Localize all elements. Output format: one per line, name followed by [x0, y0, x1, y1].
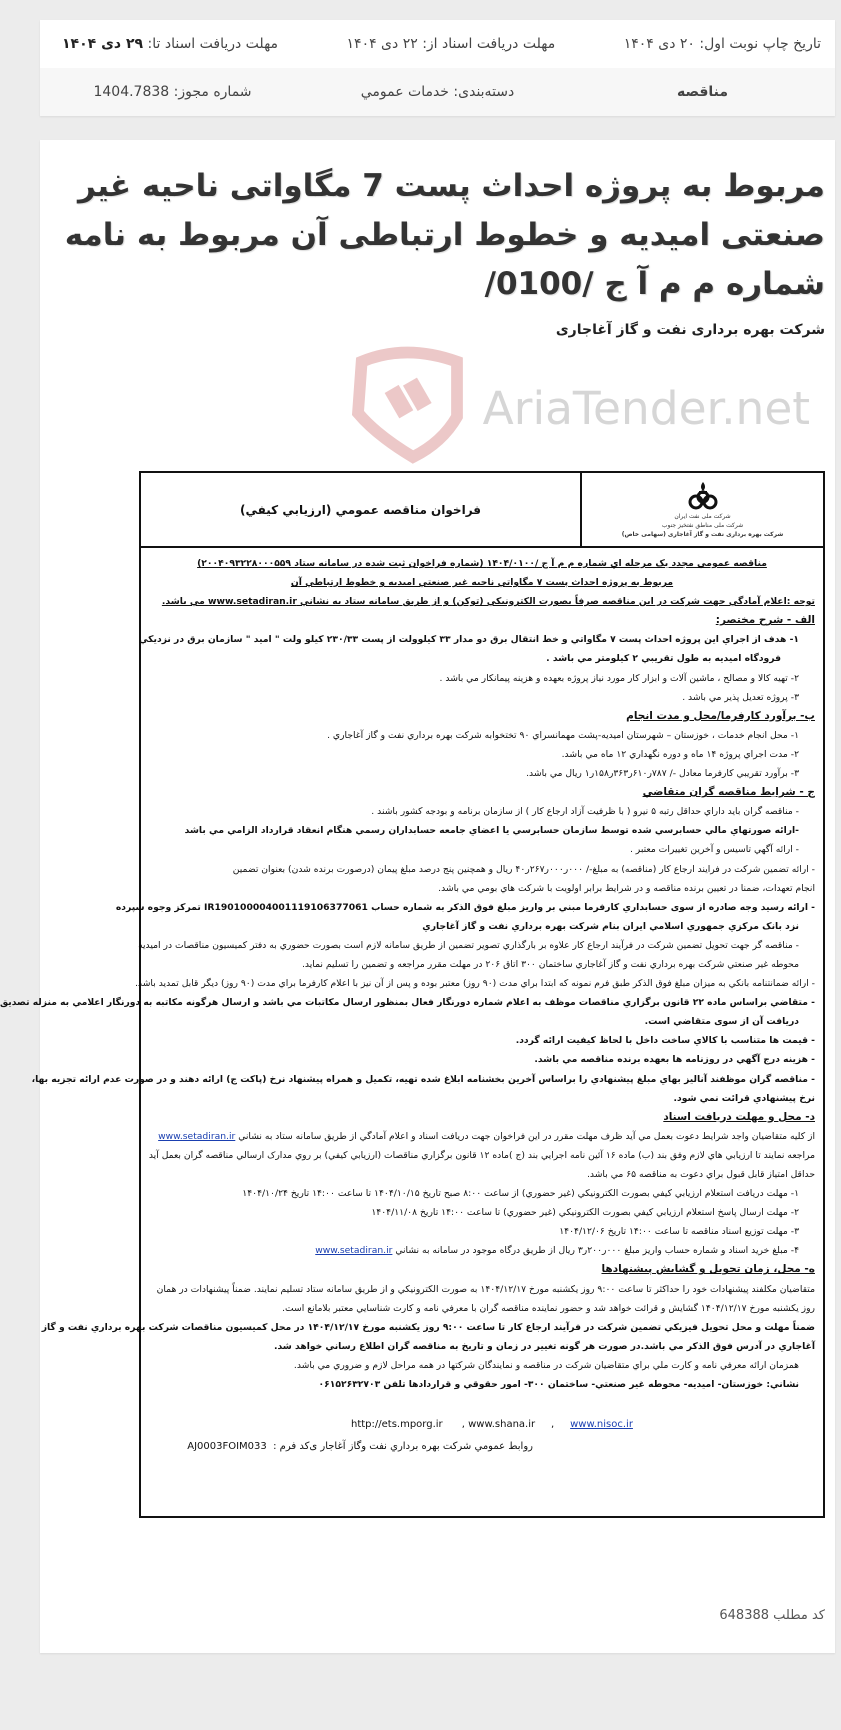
line-text: انجام تعهدات، ضمنا در تعيين برنده مناقصه و در شرايط برابر اولويت با شرکت هاي بومي مي باشد.: [438, 882, 815, 894]
line-text: نشاني: خوزستان- اميديه- محوطه غير صنعتي- ساختمان ۳۰۰- امور حقوقي و قراردادها تلفن ۰۶۱۵۲۶۳۲۷۰۳: [318, 1379, 799, 1391]
document-line: [149, 1089, 815, 1108]
document-line: [149, 840, 815, 859]
line-text: ب- برآورد کارفرما/محل و مدت انجام: [626, 709, 815, 722]
line-text: - مناقصه گران موظفند آناليز بهاي مبلغ پيشنهادي را براساس آخرين بخشنامه ابلاغ شده تهيه، تکميل و همراه پيشنهاد نرخ (پاکت ج) ارائه دهند و در صورت عدم ارائه تجزيه بها،: [31, 1073, 815, 1085]
line-text: همزمان ارائه معرفي نامه و کارت ملي براي متقاضيان شرکت در مناقصه و نمايندگان شرکتها در همه مراحل لازم و ضروري مي باشد.: [293, 1359, 799, 1371]
line-text: حداقل امتياز قابل قبول براي دعوت به مناقصه ۶۵ مي باشد.: [586, 1169, 815, 1180]
document-line: [149, 573, 815, 592]
document-line: [149, 1222, 815, 1241]
category[interactable]: دسته‌بندی: خدمات عمومي: [360, 84, 515, 100]
section-heading: [149, 783, 815, 802]
document-line: [149, 688, 815, 707]
line-text: -ارائه صورتهاي مالي حسابرسي شده توسط سازمان حسابرسي يا اعضاي جامعه حسابداران رسمي هنگام انعقاد قرارداد الزامي مي باشد: [184, 825, 799, 837]
form-code-label: کد فرم :: [273, 1441, 310, 1453]
company-name[interactable]: شرکت بهره برداری نفت و گاز آغاجاری: [555, 322, 825, 338]
document-line: [149, 1146, 815, 1165]
line-text: ۱- مهلت دريافت استعلام ارزيابي کيفي بصورت الکترونيکي (غير حضوري) از ساعت ۸:۰۰ صبح تاريخ ۱۴۰۴/۱۰/۱۵ تا ساعت ۱۴:۰۰ تاريخ ۱۴۰۴/۱۰/۲۴: [242, 1188, 799, 1200]
setadiran-link[interactable]: www.setadiran.ir: [315, 1245, 393, 1257]
line-text: ۱- محل انجام خدمات ، خوزستان – شهرستان اميديه-پشت مهمانسراي ۹۰ تختخوابه شرکت بهره برداري نفت و گاز آغاجاري .: [327, 729, 799, 741]
line-text: - متقاضي براساس ماده ۲۲ قانون برگزاري مناقصات موظف به اعلام شماره دورنگار فعال بمنظور ارسال مکاتبات مي باشد و ارسال هرگونه مکاتبه به دورنگار اعلامي به منزله تصديق: [0, 997, 815, 1009]
document-line: [149, 917, 815, 936]
receive-to-date: [62, 36, 278, 52]
nioc-flame-icon: [685, 480, 721, 512]
line-text: دريافت آن از سوی متقاضي است.: [644, 1016, 799, 1028]
line-text: متقاضيان مکلفند پيشنهادات خود را حداکثر تا ساعت ۹:۰۰ روز يکشنبه مورخ ۱۴۰۴/۱۲/۱۷ به صورت الکترونيکي و از طريق سامانه ستاد تسليم نمايند. ضمناً پيشنهادات در همان: [156, 1283, 815, 1295]
line-text: - ارائه ضمانتنامه بانکي به ميزان مبلغ فوق الذکر طبق فرم نمونه که ابتدا براي مدت (۹۰ روز) معتبر بوده و پس از آن نيز با اعلام کارفرما براي مدت (۹۰ روز) ديگر قابل تمديد باشد.: [134, 978, 815, 990]
section-heading: [149, 707, 815, 726]
section-heading: [149, 1260, 815, 1279]
separator: ,: [461, 1419, 465, 1431]
first-print-date: تاریخ چاپ نوبت اول: ۲۰ دی ۱۴۰۴: [623, 36, 821, 52]
line-text: فرودگاه اميديه به طول تقريبي ۲ کيلومتر مي باشد .: [546, 653, 781, 665]
document-line: [115, 898, 815, 917]
line-text: ۲- مدت اجراي پروژه ۱۴ ماه و دوره نگهداري ۱۲ ماه مي باشد.: [561, 748, 799, 760]
form-code: [187, 1438, 309, 1456]
document-line: [149, 1337, 815, 1356]
page-title: مربوط به پروژه احداث پست 7 مگاواتی ناحیه غیر صنعتی امیدیه و خطوط ارتباطی آن مربوط به نامه شماره م م آ ج /0100/: [64, 168, 825, 302]
document-line: [149, 1127, 815, 1146]
document-line: [149, 669, 815, 688]
document-title: فراخوان مناقصه عمومي (ارزيابي کيفي): [240, 502, 482, 517]
document-line: [149, 726, 815, 745]
footer-links: [141, 1416, 823, 1434]
document-line: [149, 764, 815, 783]
document-line: [149, 554, 815, 573]
public-relations: روابط عمومي شرکت بهره برداري نفت وگاز آغاجار ی: [309, 1441, 533, 1453]
setadiran-link[interactable]: www.setadiran.ir: [158, 1130, 236, 1142]
document-line: [149, 1280, 815, 1299]
dates-row: [40, 20, 835, 68]
line-text: - ارائه تضمين شرکت در فرايند ارجاع کار (مناقصه) به مبلغ-/ ۰۰۰ر۰۰۰ر۲۶۷ر۴۰ ريال و همچنين پنج درصد مبلغ پيمان (درصورت برنده شدن) بعنوان تضمين: [232, 863, 815, 875]
link-nisoc[interactable]: www.nisoc.ir: [570, 1419, 633, 1431]
document-line: [149, 1241, 815, 1260]
document-line: [149, 745, 815, 764]
line-text: د- محل و مهلت دريافت اسناد: [663, 1110, 815, 1123]
document-body: [0, 548, 823, 1394]
line-text: مناقصه عمومي مجدد يک مرحله اي شماره م م آ ج /۱۴۰۴/۰۱۰۰ (شماره فراخوان ثبت شده در سامانه ستاد ۲۰۰۴۰۹۳۲۲۸۰۰۰۵۵۹): [197, 558, 767, 569]
line-text: ۱- هدف از اجراي اين پروژه احداث پست ۷ مگاواتي و خط انتقال برق دو مدار ۳۳ کيلوولت از پست ۲۳۰/۳۳ کيلو ولت " اميد " سازمان برق در نزديکي: [138, 634, 799, 646]
line-text: نزد بانک مرکزي جمهوري اسلامي ايران بنام شرکت بهره برداري نفت و گاز آغاجاري: [422, 920, 799, 932]
section-heading: [149, 1108, 815, 1127]
line-text: - قيمت ها متناسب با کالاي ساخت داخل با لحاظ کيفيت ارائه گردد.: [515, 1035, 815, 1047]
line-text: - هزينه درج آگهي در روزنامه ها بعهده برنده مناقصه مي باشد.: [534, 1054, 815, 1066]
license-number: شماره مجوز: 1404.7838: [93, 84, 252, 100]
document-line: [149, 1050, 815, 1069]
line-text: ۳- برآورد تقريبي کارفرما معادل -/ ۷۸۷ر۶۱۰ر۳۶۳ر۱۵۸ر۱ ريال مي باشد.: [526, 768, 799, 780]
document-line: [149, 1375, 815, 1394]
line-text: - ارائه رسيد وجه صادره از سوی حسابداري کارفرما مبني بر واريز مبلغ فوق الذکر به شماره حساب IR190100004001119106377061 تمرکز وجوه سپرده: [115, 901, 815, 913]
document-line: [149, 1031, 815, 1050]
form-code-value: AJ0003FOIM033: [187, 1441, 267, 1453]
document-line: [149, 649, 815, 668]
link-shana[interactable]: www.shana.ir: [468, 1419, 536, 1431]
watermark-logo: [265, 347, 825, 457]
document-line: [149, 860, 815, 879]
line-text: از کليه متقاضيان واجد شرايط دعوت بعمل مي آيد ظرف مهلت مقرر در اين فراخوان جهت دريافت اسناد و اعلام آمادگي از طريق سامانه ستاد به نشاني www.setadiran.ir: [158, 1130, 815, 1142]
content-code: کد مطلب 648388: [719, 1608, 825, 1624]
document-line: [149, 821, 815, 840]
line-text: مراجعه نمايند تا ارزيابي هاي لازم وفق بند (ب) ماده ۱۶ آئين نامه اجرايي بند (ج )ماده ۱۲ قانون برگزاري مناقصات (ارزيابي کيفي) بر روي مدارک ارسالي مناقصه گران بعمل آيد: [148, 1149, 815, 1161]
line-text: نرخ پيشنهادي قرائت نمي شود.: [673, 1092, 815, 1104]
tender-detail-card: [0, 140, 835, 1653]
line-text: ۲- تهيه کالا و مصالح ، ماشين آلات و ابزار کار مورد نياز پروژه بعهده و هزينه پيمانکار مي باشد .: [439, 672, 799, 684]
separator: ,: [551, 1419, 555, 1431]
document-line: [149, 1012, 815, 1031]
document-line: [149, 955, 815, 974]
document-line: [149, 1203, 815, 1222]
line-text: - مناقصه گران بايد داراي حداقل رتبه ۵ نيرو ( با ظرفيت آزاد ارجاع کار ) از سازمان برنامه و بودجه کشور باشند .: [371, 806, 799, 818]
receive-to-label: مهلت دریافت اسناد تا:: [147, 36, 279, 52]
line-text: ۴- مبلغ خريد اسناد و شماره حساب واريز مبلغ ۰۰۰ر۲۰۰ر۳ ريال از طريق درگاه موجود در سامانه به نشاني www.setadiran.ir: [315, 1245, 799, 1257]
document-line: [41, 1318, 815, 1337]
line-text: - ارائه آگهي تاسيس و آخرين تغييرات معتبر .: [629, 844, 799, 856]
document-line: [149, 1165, 815, 1184]
line-text: ج - شرايط مناقصه گران متقاضي: [642, 786, 815, 799]
line-text: محوطه غير صنعتي شرکت بهره برداري نفت و گاز آغاجاري ساختمان ۳۰۰ اتاق ۲۰۶ در مهلت مقرر مراجعه و تضمين را تسليم نمايد.: [301, 958, 799, 970]
line-text: ضمناً مهلت و محل تحويل فيزيکي تضمين شرکت در فرآيند ارجاع کار تا ساعت ۹:۰۰ روز يکشنبه مورخ ۱۴۰۴/۱۲/۱۷ در محل کميسيون مناقصات شرکت بهره برداري نفت و گاز: [41, 1321, 815, 1333]
footer-row: [141, 1434, 823, 1456]
document-line: [138, 630, 815, 649]
line-text: ۳- پروژه تعديل پذير مي باشد .: [682, 691, 799, 703]
line-text: روز يکشنبه مورخ ۱۴۰۴/۱۲/۱۷ گشايش و قرائت خواهد شد و حضور نماينده مناقصه گران با معرفي نامه و کارت شناسايي معتبر بلامانع است.: [282, 1302, 815, 1314]
logo-line: شرکت ملی نفت ایران: [674, 513, 731, 520]
document-line: [31, 1070, 815, 1089]
document-footer: [141, 1394, 823, 1516]
line-text: ۲- مهلت ارسال پاسخ استعلام ارزيابي کيفي بصورت الکترونيکي (غير حضوري) تا ساعت ۱۴:۰۰ تاريخ ۱۴۰۴/۱۱/۰۸: [371, 1207, 799, 1219]
document-line: [149, 1184, 815, 1203]
document-line: [149, 879, 815, 898]
watermark-text: AriaTender.net: [482, 382, 811, 435]
document-line: [149, 1356, 815, 1375]
line-text: توجه :اعلام آمادگي جهت شرکت در اين مناقصه صرفاً بصورت الکترونيکي (توکن) و از طريق سامانه ستاد به نشاني www.setadiran.ir مي باشد.: [161, 596, 815, 608]
tender-info-card: [40, 20, 835, 116]
logo-line: شرکت بهره برداری نفت و گاز آغاجاری (سهامی خاص): [621, 531, 784, 538]
meta-row: [40, 68, 835, 116]
line-text: آغاجاري در آدرس فوق الذکر مي باشد.در صورت هر گونه تغيير در زمان و تاريخ به مناقصه گران اطلاع رساني خواهد شد.: [273, 1340, 815, 1352]
line-text: الف - شرح مختصر:: [715, 614, 815, 627]
document-line: [0, 993, 815, 1012]
receive-from-date: مهلت دریافت اسناد از: ۲۲ دی ۱۴۰۴: [346, 36, 556, 52]
document-line: [138, 936, 815, 955]
section-heading: [149, 611, 815, 630]
nioc-logo: [580, 473, 823, 546]
document-line: [149, 592, 815, 611]
receive-to-value: ۲۹ دی ۱۴۰۴: [62, 36, 144, 52]
document-line: [149, 802, 815, 821]
link-mporg[interactable]: http://ets.mporg.ir: [351, 1419, 443, 1431]
line-text: ه- محل، زمان تحويل و گشايش پيشنهادها: [601, 1263, 815, 1276]
document-line: [134, 974, 815, 993]
logo-line: شرکت ملی مناطق نفتخیز جنوب: [661, 522, 744, 529]
document-line: [149, 1299, 815, 1318]
line-text: مربوط به پروژه احداث پست ۷ مگاواتي ناحيه غير صنعتي اميديه و خطوط ارتباطي آن: [290, 577, 674, 589]
tender-type: مناقصه: [676, 84, 729, 100]
document-header: [141, 473, 823, 548]
line-text: - مناقصه گر جهت تحويل تضمين شرکت در فرآيند ارجاع کار علاوه بر بارگذاري تصوير تضمين از طريق سامانه لازم است بصورت حضوري به دفتر کميسيون مناقصات در اميديه: [138, 939, 799, 951]
line-text: ۳- مهلت توزيع اسناد مناقصه تا ساعت ۱۴:۰۰ تاريخ ۱۴۰۴/۱۲/۰۶: [559, 1226, 799, 1238]
tender-document-image: [0, 471, 825, 1518]
